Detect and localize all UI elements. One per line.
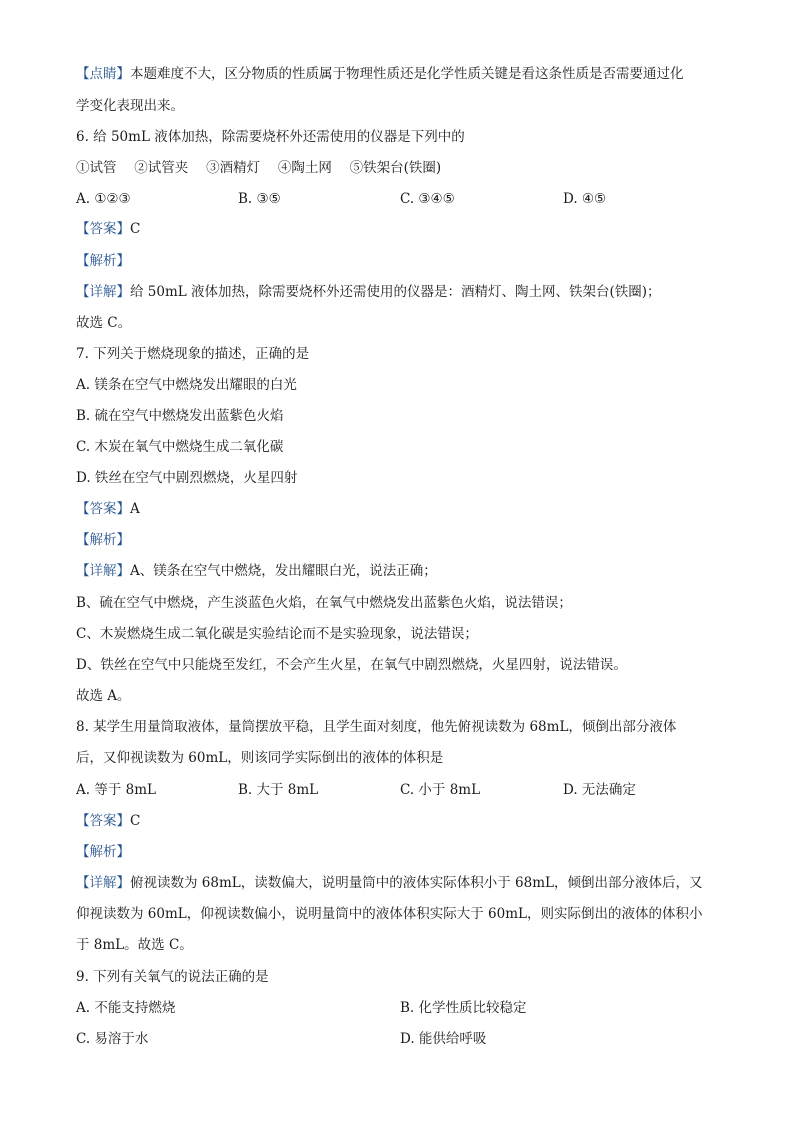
- q7-analysis-tag: 【解析】: [76, 532, 130, 548]
- q8-answer: 【答案】C: [76, 813, 141, 829]
- q7-detail-a: 【详解】A、镁条在空气中燃烧，发出耀眼白光，说法正确；: [76, 563, 437, 579]
- answer-tag: 【答案】: [76, 221, 130, 237]
- q8-option-b: B. 大于 8mL: [238, 782, 319, 798]
- q6-option-c: C. ③④⑤: [400, 191, 455, 207]
- q7-option-d: D. 铁丝在空气中剧烈燃烧，火星四射: [76, 470, 298, 486]
- q7-conclusion: 故选 A。: [76, 688, 131, 704]
- q7-answer: 【答案】A: [76, 501, 140, 517]
- q8-detail-line2: 仰视读数为 60mL，仰视读数偏小，说明量筒中的液体体积实际大于 60mL，则实际倒出的液体的体积小: [76, 906, 703, 922]
- q5-tip-line2: 学变化表现出来。: [76, 98, 184, 114]
- q6-detail: 【详解】给 50mL 液体加热，除需要烧杯外还需使用的仪器是：酒精灯、陶土网、铁架台(铁圈)；: [76, 284, 661, 300]
- q9-option-c: C. 易溶于水: [76, 1031, 149, 1047]
- q7-detail-b: B、硫在空气中燃烧，产生淡蓝色火焰，在氧气中燃烧发出蓝紫色火焰，说法错误；: [76, 595, 572, 611]
- q6-analysis-tag: 【解析】: [76, 253, 130, 269]
- q7-detail-c: C、木炭燃烧生成二氧化碳是实验结论而不是实验现象，说法错误；: [76, 626, 478, 642]
- q8-analysis-tag: 【解析】: [76, 844, 130, 860]
- q6-option-b: B. ③⑤: [238, 191, 281, 207]
- q7-option-c: C. 木炭在氧气中燃烧生成二氧化碳: [76, 439, 284, 455]
- q7-detail-d: D、铁丝在空气中只能烧至发红，不会产生火星，在氧气中剧烈燃烧，火星四射，说法错误。: [76, 657, 627, 673]
- q6-items: ①试管 ②试管夹 ③酒精灯 ④陶土网 ⑤铁架台(铁圈): [76, 160, 442, 176]
- q8-detail-line3: 于 8mL。故选 C。: [76, 937, 193, 953]
- detail-tag: 【详解】: [76, 563, 130, 579]
- tip-tag: 【点睛】: [76, 66, 130, 82]
- q6-stem: 6. 给 50mL 液体加热，除需要烧杯外还需使用的仪器是下列中的: [76, 129, 465, 145]
- q7-option-a: A. 镁条在空气中燃烧发出耀眼的白光: [76, 377, 297, 393]
- q8-option-a: A. 等于 8mL: [76, 782, 156, 798]
- q8-stem-line1: 8. 某学生用量筒取液体，量筒摆放平稳，且学生面对刻度，他先俯视读数为 68mL，倾倒出部分液体: [76, 719, 677, 735]
- q8-option-d: D. 无法确定: [563, 782, 636, 798]
- detail-tag: 【详解】: [76, 875, 130, 891]
- q6-option-a: A. ①②③: [76, 191, 131, 207]
- answer-tag: 【答案】: [76, 813, 130, 829]
- q9-option-b: B. 化学性质比较稳定: [400, 1000, 527, 1016]
- q7-stem: 7. 下列关于燃烧现象的描述，正确的是: [76, 346, 310, 362]
- q8-detail-line1: 【详解】俯视读数为 68mL，读数偏大，说明量筒中的液体实际体积小于 68mL，倾倒出部分液体后，又: [76, 875, 703, 891]
- q6-conclusion: 故选 C。: [76, 315, 132, 331]
- q9-option-d: D. 能供给呼吸: [400, 1031, 487, 1047]
- q6-option-d: D. ④⑤: [563, 191, 607, 207]
- q9-stem: 9. 下列有关氧气的说法正确的是: [76, 969, 269, 985]
- detail-tag: 【详解】: [76, 284, 130, 300]
- q8-stem-line2: 后，又仰视读数为 60mL，则该同学实际倒出的液体的体积是: [76, 750, 444, 766]
- q6-answer: 【答案】C: [76, 221, 141, 237]
- q7-option-b: B. 硫在空气中燃烧发出蓝紫色火焰: [76, 408, 284, 424]
- q8-option-c: C. 小于 8mL: [400, 782, 481, 798]
- q5-tip-line1: 【点睛】本题难度不大，区分物质的性质属于物理性质还是化学性质关键是看这条性质是否需要通过化: [76, 66, 684, 82]
- q9-option-a: A. 不能支持燃烧: [76, 1000, 176, 1016]
- answer-tag: 【答案】: [76, 501, 130, 517]
